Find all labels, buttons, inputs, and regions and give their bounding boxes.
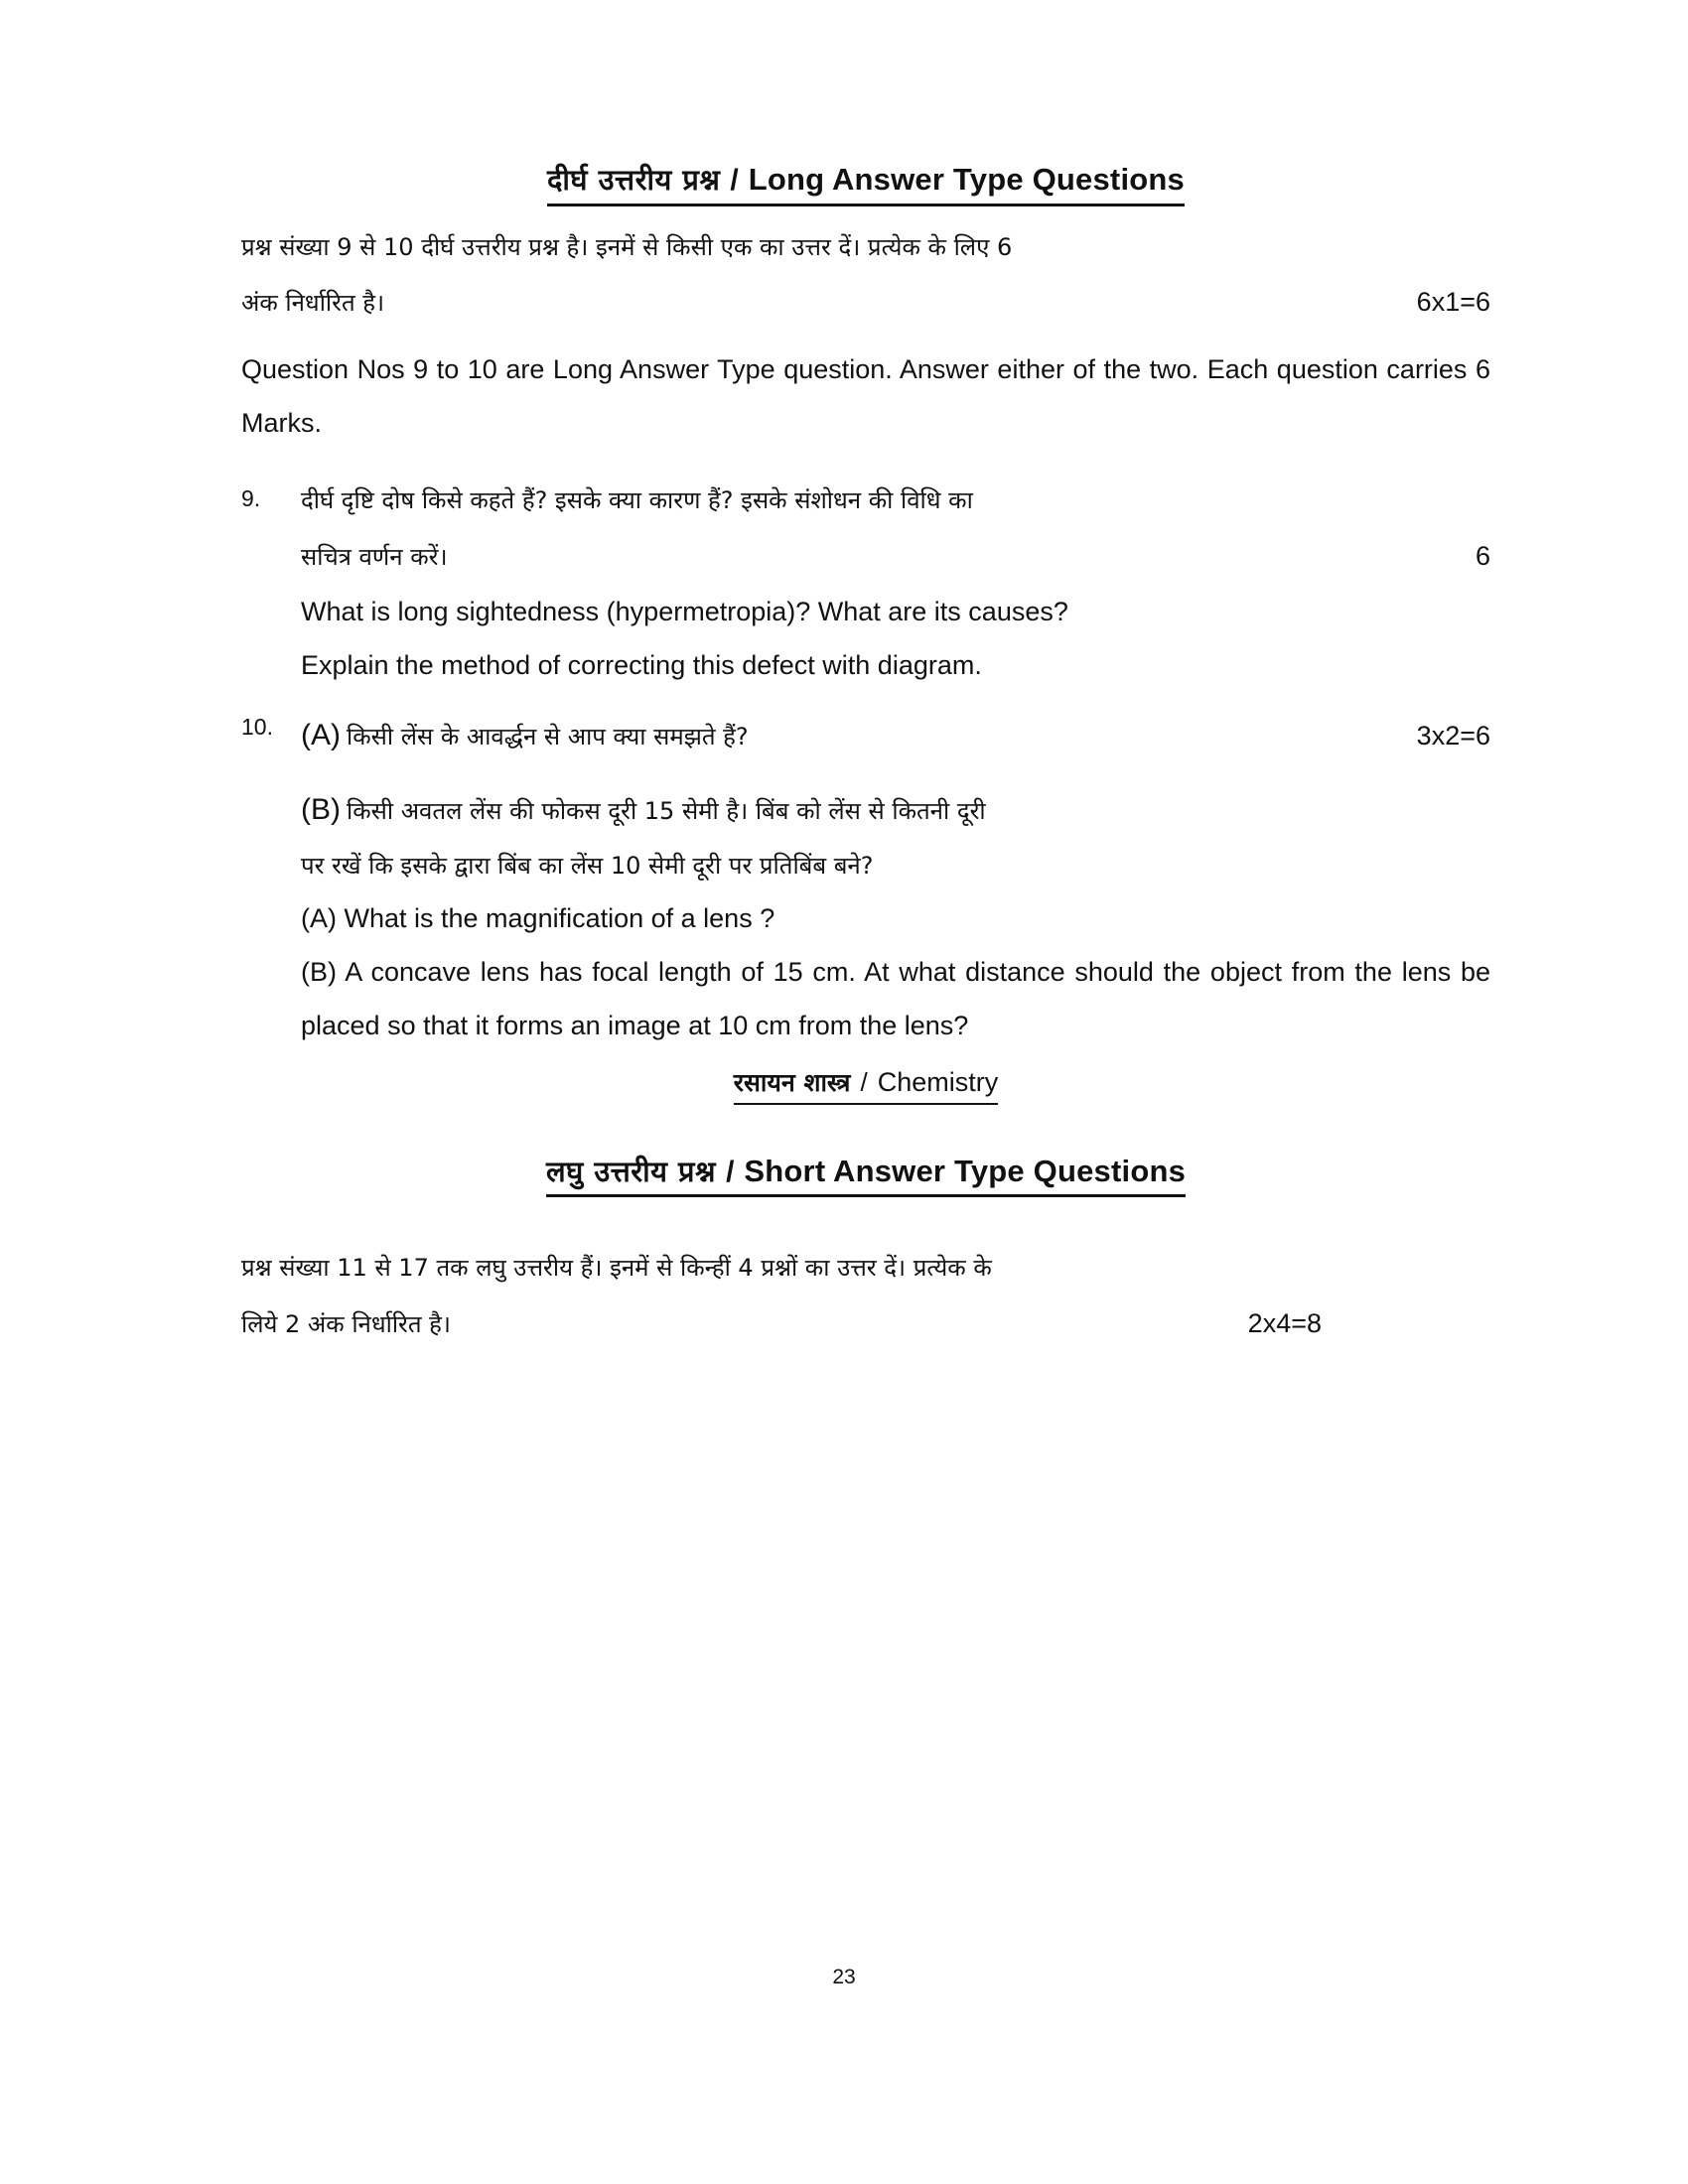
spacer	[241, 1201, 1490, 1243]
long-answer-heading-hindi: दीर्घ उत्तरीय प्रश्न	[547, 163, 721, 197]
question-9-english-line1: What is long sightedness (hypermetropia)? What are its causes?	[301, 596, 1068, 626]
chemistry-section-heading	[241, 1064, 1490, 1104]
long-answer-section-heading	[241, 159, 1490, 206]
question-10-body	[301, 704, 1490, 1053]
question-9-number: 9.	[241, 485, 261, 512]
chemistry-heading-english: Chemistry	[877, 1067, 999, 1098]
question-9-marks: 6	[1475, 540, 1490, 571]
chemistry-heading-underline	[734, 1064, 998, 1104]
long-answer-instruction-english: Question Nos 9 to 10 are Long Answer Type question. Answer either of the two. Each question carries 6 Marks.	[241, 354, 1490, 439]
question-10-part-b-hindi-line1-row	[301, 779, 1490, 841]
long-answer-heading-underline	[547, 159, 1185, 206]
long-answer-instruction-marks: 6x1=6	[1416, 287, 1490, 318]
long-answer-instruction-hindi-line1: प्रश्न संख्या 9 से 10 दीर्घ उत्तरीय प्रश्न है। इनमें से किसी एक का उत्तर दें। प्रत्येक के लिए 6	[241, 232, 1013, 261]
spacer	[241, 692, 1490, 704]
question-10-part-a-label: (A)	[301, 718, 341, 751]
question-10-marks: 3x2=6	[1416, 720, 1490, 751]
page-number: 23	[832, 1966, 856, 1988]
short-answer-instruction-hindi-line1: प्रश्न संख्या 11 से 17 तक लघु उत्तरीय हैं। इनमें से किन्हीं 4 प्रश्नों का उत्तर दें। प्रत्येक के	[241, 1254, 992, 1283]
spacer	[301, 767, 1490, 779]
question-10-part-a-hindi-text	[301, 704, 749, 768]
question-9	[241, 476, 1490, 692]
long-answer-instruction-hindi-line2-row	[241, 273, 1490, 331]
spacer	[241, 1052, 1490, 1064]
question-10	[241, 704, 1490, 1053]
question-9-hindi-line2: सचित्र वर्णन करें।	[301, 542, 448, 571]
question-9-hindi-line2-row	[301, 527, 1490, 585]
short-answer-instruction-marks: 2x4=8	[1247, 1307, 1322, 1338]
question-10-part-b-hindi-line1: किसी अवतल लेंस की फोकस दूरी 15 सेमी है। बिंब को लेंस से कितनी दूरी	[347, 797, 986, 826]
short-answer-section-heading	[241, 1151, 1490, 1198]
question-10-part-b-hindi-line2: पर रखें कि इसके द्वारा बिंब का लेंस 10 सेमी दूरी पर प्रतिबिंब बने?	[301, 851, 874, 880]
long-answer-heading-separator: /	[730, 164, 739, 197]
short-answer-heading-english: Short Answer Type Questions	[744, 1153, 1187, 1188]
spacer	[241, 450, 1490, 476]
short-answer-instruction-hindi-line2-row	[241, 1295, 1490, 1352]
question-10-part-b-english: (B) A concave lens has focal length of 15 cm. At what distance should the object from the lens be placed so that it forms an image at 10 cm from the lens?	[301, 957, 1490, 1041]
long-answer-instruction-hindi-line2: अंक निर्धारित है।	[241, 289, 385, 318]
question-10-part-b-label: (B)	[301, 793, 341, 827]
short-answer-heading-separator: /	[726, 1155, 735, 1188]
question-10-part-a-hindi: किसी लेंस के आवर्द्धन से आप क्या समझते हैं?	[347, 722, 749, 751]
spacer	[241, 331, 1490, 342]
short-answer-instruction-hindi-line2: लिये 2 अंक निर्धारित है।	[241, 1309, 452, 1338]
chemistry-heading-hindi: रसायन शास्त्र	[733, 1068, 851, 1098]
page-content	[241, 159, 1490, 1352]
question-10-number: 10.	[241, 713, 273, 740]
short-answer-heading-hindi: लघु उत्तरीय प्रश्न	[545, 1154, 717, 1188]
question-9-english-line2: Explain the method of correcting this defect with diagram.	[301, 649, 982, 680]
question-10-part-a-hindi-row	[301, 704, 1490, 768]
question-9-body	[301, 476, 1490, 692]
short-answer-heading-underline	[546, 1151, 1186, 1198]
spacer	[241, 1109, 1490, 1151]
spacer	[241, 210, 1490, 222]
chemistry-heading-separator: /	[860, 1067, 868, 1098]
long-answer-heading-english: Long Answer Type Questions	[748, 162, 1185, 197]
question-9-hindi-line1: दीर्घ दृष्टि दोष किसे कहते हैं? इसके क्या कारण हैं? इसके संशोधन की विधि का	[301, 486, 973, 515]
question-10-part-a-english: (A) What is the magnification of a lens ?	[301, 903, 775, 934]
